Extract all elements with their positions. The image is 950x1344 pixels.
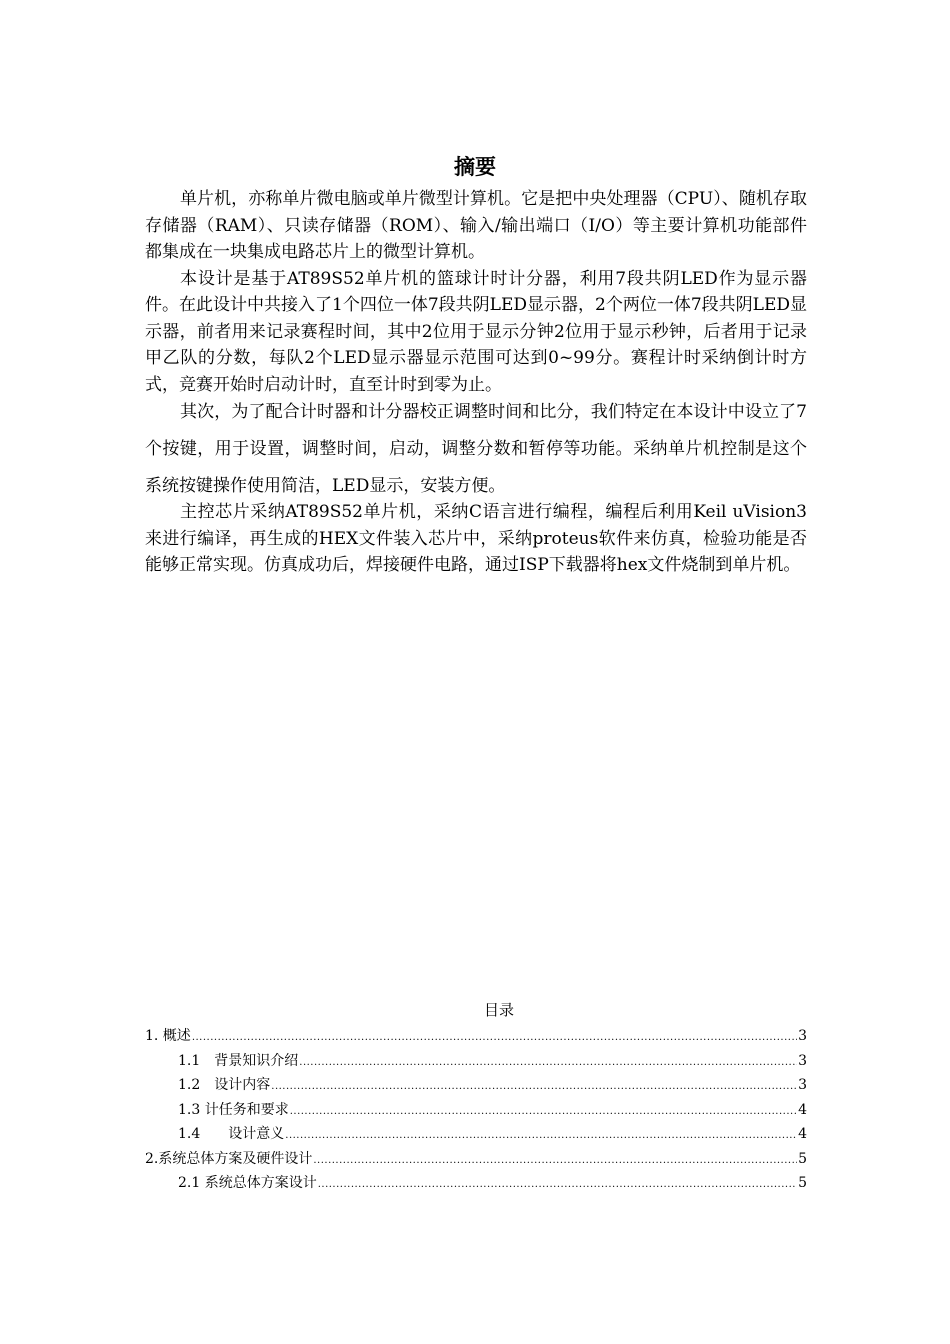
- abstract-paragraph-1: 单片机，亦称单片微电脑或单片微型计算机。它是把中央处理器（CPU）、随机存取存储器（RAM）、只读存储器（ROM）、输入/输出端口（I/O）等主要计算机功能部件都集成在一块集成电路芯片上的微型计算机。: [145, 189, 807, 262]
- toc-page-number: 5: [798, 1150, 807, 1167]
- toc-page-number: 4: [798, 1126, 807, 1142]
- toc-page-number: 3: [798, 1052, 807, 1069]
- table-of-contents: [145, 1024, 807, 1196]
- toc-dot-leader: [290, 1100, 797, 1125]
- toc-entry-label: 2.系统总体方案及硬件设计: [145, 1150, 313, 1167]
- toc-entry[interactable]: [145, 1122, 807, 1147]
- abstract-paragraph-3: 其次，为了配合计时器和计分器校正调整时间和比分，我们特定在本设计中设立了7个按键，用于设置，调整时间，启动，调整分数和暂停等功能。采纳单片机控制是这个系统按键操作使用简洁，LED显示，安装方便。: [145, 402, 807, 496]
- toc-page-number: 3: [798, 1077, 807, 1093]
- toc-page-number: 5: [798, 1175, 807, 1191]
- toc-dot-leader: [271, 1075, 797, 1100]
- toc-dot-leader: [313, 1149, 797, 1174]
- toc-entry[interactable]: [145, 1098, 807, 1123]
- toc-entry-label: 1.3 计任务和要求: [178, 1101, 289, 1118]
- toc-dot-leader: [192, 1026, 797, 1051]
- toc-entry[interactable]: [145, 1073, 807, 1098]
- toc-entry-label: 1.1 背景知识介绍: [178, 1052, 299, 1069]
- toc-entry[interactable]: [145, 1049, 807, 1074]
- toc-entry-label: 2.1 系统总体方案设计: [178, 1175, 317, 1191]
- toc-entry-label: 1. 概述: [145, 1028, 191, 1044]
- toc-dot-leader: [299, 1051, 797, 1076]
- toc-entry[interactable]: [145, 1024, 807, 1049]
- toc-dot-leader: [285, 1124, 797, 1149]
- abstract-paragraph-4: 主控芯片采纳AT89S52单片机，采纳C语言进行编程，编程后利用Keil uVision3来进行编译，再生成的HEX文件装入芯片中，采纳proteus软件来仿真，检验功能是否能够正常实现。仿真成功后，焊接硬件电路，通过ISP下载器将hex文件烧制到单片机。: [145, 502, 807, 575]
- toc-entry-label: 1.2 设计内容: [178, 1077, 271, 1093]
- toc-page-number: 3: [798, 1028, 807, 1044]
- toc-title: 目录: [483, 1001, 514, 1019]
- toc-dot-leader: [318, 1173, 797, 1198]
- toc-entry[interactable]: [145, 1147, 807, 1172]
- toc-entry-label: 1.4 设计意义: [178, 1126, 285, 1142]
- abstract-title: 摘要: [454, 155, 496, 179]
- toc-entry[interactable]: [145, 1171, 807, 1196]
- abstract-paragraph-2: 本设计是基于AT89S52单片机的篮球计时计分器，利用7段共阴LED作为显示器件。在此设计中共接入了1个四位一体7段共阴LED显示器，2个两位一体7段共阴LED显示器，前者用来记录赛程时间，其中2位用于显示分钟2位用于显示秒钟，后者用于记录甲乙队的分数，每队2个LED显示器显示范围可达到0~99分。赛程计时采纳倒计时方式，竞赛开始时启动计时，直至计时到零为止。: [145, 268, 807, 395]
- abstract-body: [145, 186, 807, 579]
- toc-page-number: 4: [798, 1101, 807, 1118]
